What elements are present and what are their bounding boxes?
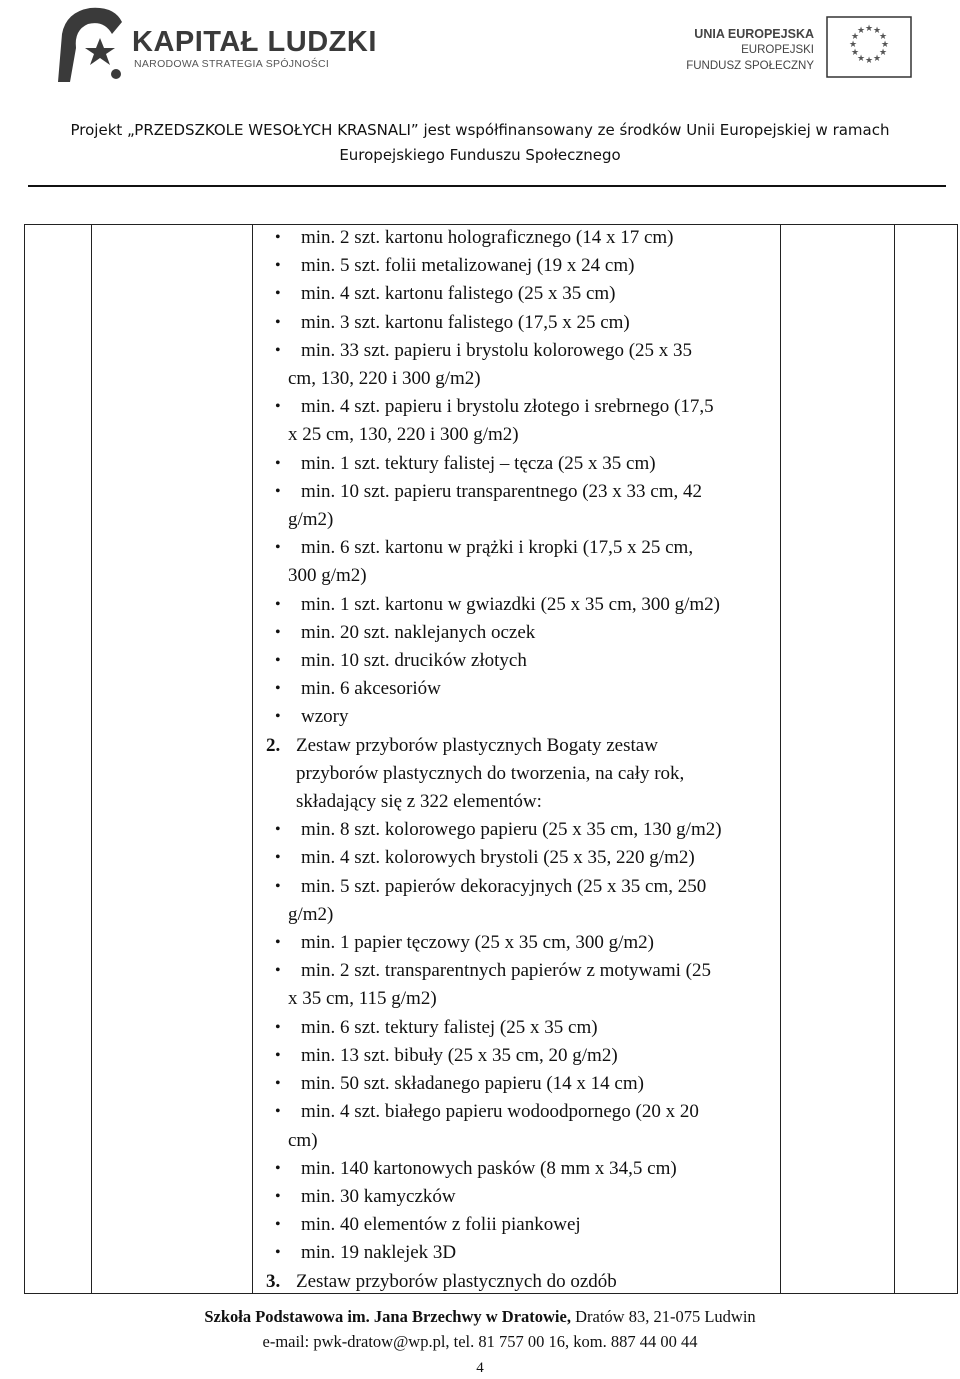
list-item: • min. 4 szt. kartonu falistego (25 x 35 cm) <box>266 280 786 308</box>
list-item: • min. 2 szt. kartonu holograficznego (14 x 17 cm) <box>266 224 786 252</box>
header-divider <box>28 185 946 187</box>
svg-text:★: ★ <box>850 32 860 42</box>
svg-text:★: ★ <box>880 40 890 50</box>
list-item: • min. 8 szt. kolorowego papieru (25 x 35 cm, 130 g/m2) <box>266 816 786 844</box>
list-item: • min. 40 elementów z folii piankowej <box>266 1211 786 1239</box>
page-number: 4 <box>476 1360 484 1376</box>
footer-contact: e-mail: pwk-dratow@wp.pl, tel. 81 757 00 16, kom. 887 44 00 44 <box>262 1332 698 1351</box>
eu-label-line1: UNIA EUROPEJSKA <box>694 27 814 41</box>
eu-label-line3: FUNDUSZ SPOŁECZNY <box>686 60 814 72</box>
bullet-icon: • <box>275 257 281 275</box>
bullet-icon: • <box>275 1187 281 1205</box>
bullet-icon: • <box>275 539 281 557</box>
eu-label-line2: EUROPEJSKI <box>741 44 814 56</box>
table-col-border <box>252 224 253 1294</box>
table-col-border <box>24 224 25 1294</box>
bullet-icon: • <box>275 680 281 698</box>
list-item: • min. 30 kamyczków <box>266 1183 786 1211</box>
svg-text:★: ★ <box>864 24 874 34</box>
section-2-heading: 2. Zestaw przyborów plastycznych Bogaty zestaw przyborów plastycznych do tworzenia, na cały rok, składający się z 322 elementów: <box>266 732 786 817</box>
bullet-icon: • <box>275 821 281 839</box>
bullet-icon: • <box>275 962 281 980</box>
svg-text:★: ★ <box>878 48 888 58</box>
table-col-border <box>91 224 92 1294</box>
list-item: • min. 6 akcesoriów <box>266 675 786 703</box>
page-footer <box>0 1304 960 1354</box>
list-item: • min. 1 papier tęczowy (25 x 35 cm, 300 g/m2) <box>266 929 786 957</box>
bullet-icon: • <box>275 285 281 303</box>
table-col-border <box>957 224 958 1294</box>
list-item: • min. 1 szt. kartonu w gwiazdki (25 x 35 cm, 300 g/m2) <box>266 591 786 619</box>
svg-text:★: ★ <box>872 54 882 64</box>
bullet-icon: • <box>275 1046 281 1064</box>
list-item: • min. 1 szt. tektury falistej – tęcza (25 x 35 cm) <box>266 450 786 478</box>
list-item: • min. 10 szt. drucików złotych <box>266 647 786 675</box>
svg-text:★: ★ <box>856 26 866 36</box>
list-item: • min. 5 szt. papierów dekoracyjnych (25 x 35 cm, 250 g/m2) <box>266 873 786 929</box>
list-item: • min. 4 szt. kolorowych brystoli (25 x 35, 220 g/m2) <box>266 844 786 872</box>
bullet-icon: • <box>275 595 281 613</box>
bullet-icon: • <box>275 652 281 670</box>
section-3-heading: 3. Zestaw przyborów plastycznych do ozdób <box>266 1268 786 1296</box>
list-item: • min. 2 szt. transparentnych papierów z motywami (25 x 35 cm, 115 g/m2) <box>266 957 786 1013</box>
bullet-icon: • <box>275 1216 281 1234</box>
list-item: • min. 4 szt. papieru i brystolu złotego i srebrnego (17,5 x 25 cm, 130, 220 i 300 g/m2) <box>266 393 786 449</box>
svg-text:★: ★ <box>856 54 866 64</box>
list-item: • min. 13 szt. bibuły (25 x 35 cm, 20 g/m2) <box>266 1042 786 1070</box>
eu-label <box>686 26 814 74</box>
bullet-icon: • <box>275 934 281 952</box>
bullet-icon: • <box>275 1018 281 1036</box>
kapital-ludzki-title: KAPITAŁ LUDZKI <box>132 26 377 58</box>
list-item: • min. 20 szt. naklejanych oczek <box>266 619 786 647</box>
section-number: 2. <box>266 734 281 756</box>
bullet-icon: • <box>275 623 281 641</box>
svg-text:★: ★ <box>864 56 874 66</box>
svg-text:★: ★ <box>850 48 860 58</box>
bullet-icon: • <box>275 708 281 726</box>
bullet-icon: • <box>275 849 281 867</box>
list-item: • min. 5 szt. folii metalizowanej (19 x 24 cm) <box>266 252 786 280</box>
bullet-icon: • <box>275 877 281 895</box>
bullet-icon: • <box>275 482 281 500</box>
list-item: • min. 33 szt. papieru i brystolu kolorowego (25 x 35 cm, 130, 220 i 300 g/m2) <box>266 337 786 393</box>
list-item: • min. 10 szt. papieru transparentnego (23 x 33 cm, 42 g/m2) <box>266 478 786 534</box>
bullet-icon: • <box>275 229 281 246</box>
eu-flag-icon <box>826 16 912 78</box>
list-item: • wzory <box>266 703 786 731</box>
bullet-icon: • <box>275 1075 281 1093</box>
school-name: Szkoła Podstawowa im. Jana Brzechwy w Dratowie, <box>204 1307 571 1326</box>
table-col-border <box>894 224 895 1294</box>
bullet-icon: • <box>275 398 281 416</box>
list-item: • min. 6 szt. kartonu w prążki i kropki (17,5 x 25 cm, 300 g/m2) <box>266 534 786 590</box>
bullet-icon: • <box>275 1159 281 1177</box>
svg-text:★: ★ <box>872 26 882 36</box>
kapital-ludzki-subtitle: NARODOWA STRATEGIA SPÓJNOŚCI <box>134 58 330 70</box>
section-number: 3. <box>266 1270 281 1292</box>
kapital-ludzki-logo-icon <box>52 4 128 84</box>
svg-text:★: ★ <box>878 32 888 42</box>
list-item: • min. 3 szt. kartonu falistego (17,5 x 25 cm) <box>266 309 786 337</box>
project-line-2: Europejskiego Funduszu Społecznego <box>339 146 621 164</box>
project-line-1: Projekt „PRZEDSZKOLE WESOŁYCH KRASNALI” jest współfinansowany ze środków Unii Europejskiej w ramach <box>70 121 890 139</box>
bullet-icon: • <box>275 341 281 359</box>
list-item: • min. 140 kartonowych pasków (8 mm x 34,5 cm) <box>266 1155 786 1183</box>
bullet-icon: • <box>275 454 281 472</box>
list-item: • min. 6 szt. tektury falistej (25 x 35 cm) <box>266 1014 786 1042</box>
bullet-icon: • <box>275 313 281 331</box>
bullet-icon: • <box>275 1103 281 1121</box>
svg-text:★: ★ <box>848 40 858 50</box>
page-header <box>0 0 960 188</box>
list-item: • min. 19 naklejek 3D <box>266 1239 786 1267</box>
project-statement <box>0 118 960 168</box>
footer-address <box>0 1304 960 1329</box>
list-item: • min. 4 szt. białego papieru wodoodpornego (20 x 20 cm) <box>266 1098 786 1154</box>
spec-description <box>266 224 786 1296</box>
school-address: Dratów 83, 21-075 Ludwin <box>570 1307 756 1326</box>
bullet-icon: • <box>275 1244 281 1262</box>
list-item: • min. 50 szt. składanego papieru (14 x 14 cm) <box>266 1070 786 1098</box>
